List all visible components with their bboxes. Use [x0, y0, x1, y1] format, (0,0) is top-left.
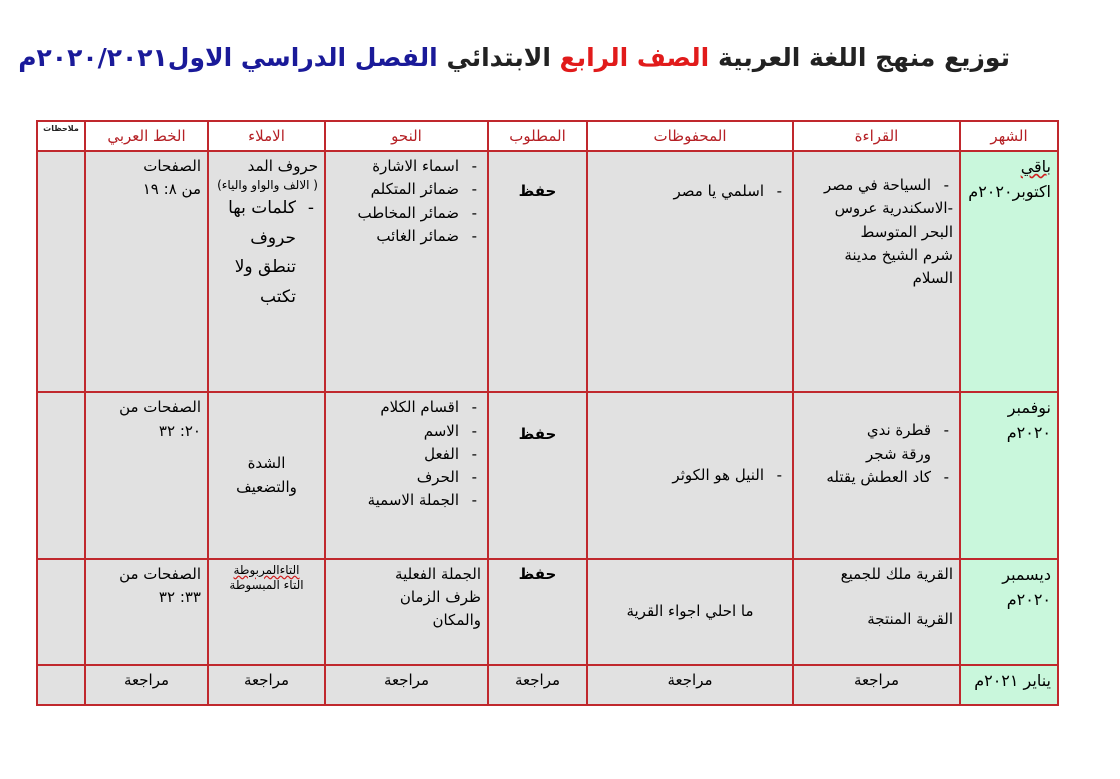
- header-memorization: المحفوظات: [587, 121, 793, 151]
- month-label: نوفمبر: [1007, 398, 1051, 418]
- dictation-line: التاء المبسوطة: [229, 578, 304, 593]
- reading-cell: [793, 392, 960, 558]
- grammar-item: - ضمائر الغائب: [332, 225, 481, 248]
- grammar-cell: [325, 392, 488, 558]
- reading-item: القرية ملك للجميع: [840, 564, 953, 583]
- grammar-cell: [325, 559, 488, 665]
- grammar-item: - اقسام الكلام: [332, 396, 481, 419]
- reading-cell: مراجعة: [793, 665, 960, 705]
- memorization-cell: [587, 392, 793, 558]
- required-cell: حفظ: [488, 151, 587, 392]
- reading-item: شرم الشيخ مدينة السلام: [844, 245, 953, 288]
- month-prefix: باقي: [1020, 157, 1051, 177]
- grammar-item: - الفعل: [332, 443, 481, 466]
- month-year: ٢٠٢٠م: [1006, 423, 1051, 443]
- handwriting-cell: مراجعة: [85, 665, 208, 705]
- handwriting-line: ٣٣: ٣٢: [158, 587, 201, 606]
- handwriting-line: من ٨: ١٩: [142, 180, 201, 199]
- reading-cell: [793, 559, 960, 665]
- title-part-stage: الابتدائي: [446, 43, 551, 72]
- handwriting-line: ٢٠: ٣٢: [158, 421, 201, 440]
- month-cell: [960, 392, 1058, 558]
- dictation-line: حروف المد: [247, 157, 318, 176]
- notes-cell: [37, 559, 85, 665]
- header-reading: القراءة: [793, 121, 960, 151]
- page-title: [18, 38, 1010, 78]
- table-row: [37, 392, 1058, 558]
- header-handwriting: الخط العربي: [85, 121, 208, 151]
- dictation-line: ( الالف والواو والياء): [217, 178, 318, 193]
- notes-cell: [37, 665, 85, 705]
- month-cell: يناير ٢٠٢١م: [960, 665, 1058, 705]
- header-notes: ملاحظات: [37, 121, 85, 151]
- header-required: المطلوب: [488, 121, 587, 151]
- grammar-item: - الاسم: [332, 420, 481, 443]
- grammar-item: - الجملة الاسمية: [332, 489, 481, 512]
- title-part-subject: توزيع منهج اللغة العربية: [717, 43, 1010, 72]
- handwriting-cell: [85, 151, 208, 392]
- grammar-cell: مراجعة: [325, 665, 488, 705]
- table-row: [37, 151, 1058, 392]
- memorization-item: - اسلمي يا مصر: [594, 180, 786, 203]
- dictation-cell: [208, 151, 325, 392]
- reading-item: القرية المنتجة: [867, 609, 953, 628]
- reading-cell: [793, 151, 960, 392]
- title-part-grade: الصف الرابع: [559, 43, 710, 72]
- notes-cell: [37, 151, 85, 392]
- memorization-cell: مراجعة: [587, 665, 793, 705]
- dictation-cell: [208, 559, 325, 665]
- required-cell: حفظ: [488, 392, 587, 558]
- title-part-term: الفصل الدراسي الاول٢٠٢٠/٢٠٢١م: [18, 43, 438, 72]
- month-year: ٢٠٢٠م: [1006, 589, 1051, 609]
- grammar-item: - ضمائر المخاطب: [332, 202, 481, 225]
- grammar-item: ظرف الزمان: [399, 587, 481, 606]
- header-dictation: الاملاء: [208, 121, 325, 151]
- month-label: ديسمبر: [1002, 564, 1051, 584]
- dictation-cell: مراجعة: [208, 665, 325, 705]
- grammar-item: - الحرف: [332, 466, 481, 489]
- dictation-item: - كلمات بها حروف تنطق ولا تكتب: [215, 194, 318, 313]
- grammar-item: والمكان: [432, 611, 481, 630]
- reading-item: ورقة شجر: [866, 444, 931, 463]
- table-row: [37, 559, 1058, 665]
- grammar-cell: [325, 151, 488, 392]
- reading-item: - السياحة في مصر: [800, 174, 953, 197]
- dictation-cell: الشدة والتضعيف: [208, 392, 325, 558]
- reading-item: -الاسكندرية عروس البحر المتوسط: [834, 199, 953, 241]
- month-cell: [960, 559, 1058, 665]
- grammar-item: الجملة الفعلية: [395, 564, 481, 583]
- reading-item: - قطرة ندي: [800, 419, 953, 442]
- handwriting-cell: [85, 392, 208, 558]
- memorization-cell: [587, 151, 793, 392]
- header-row: [37, 121, 1058, 151]
- reading-item: - كاد العطش يقتله: [800, 466, 953, 489]
- month-label: اكتوبر٢٠٢٠م: [968, 181, 1051, 201]
- handwriting-line: الصفحات: [143, 157, 201, 176]
- header-grammar: النحو: [325, 121, 488, 151]
- grammar-item: - اسماء الاشارة: [332, 155, 481, 178]
- memorization-item: - النيل هو الكوثر: [594, 464, 786, 487]
- month-cell: [960, 151, 1058, 392]
- handwriting-line: الصفحات من: [119, 398, 201, 417]
- notes-cell: [37, 392, 85, 558]
- header-month: الشهر: [960, 121, 1058, 151]
- required-cell: حفظ: [488, 559, 587, 665]
- memorization-cell: ما احلي اجواء القرية: [587, 559, 793, 665]
- dictation-line: التاءالمربوطة: [233, 562, 300, 577]
- handwriting-cell: [85, 559, 208, 665]
- handwriting-line: الصفحات من: [119, 564, 201, 583]
- table-row: [37, 665, 1058, 705]
- grammar-item: - ضمائر المتكلم: [332, 178, 481, 201]
- required-cell: مراجعة: [488, 665, 587, 705]
- curriculum-table: [36, 120, 1059, 706]
